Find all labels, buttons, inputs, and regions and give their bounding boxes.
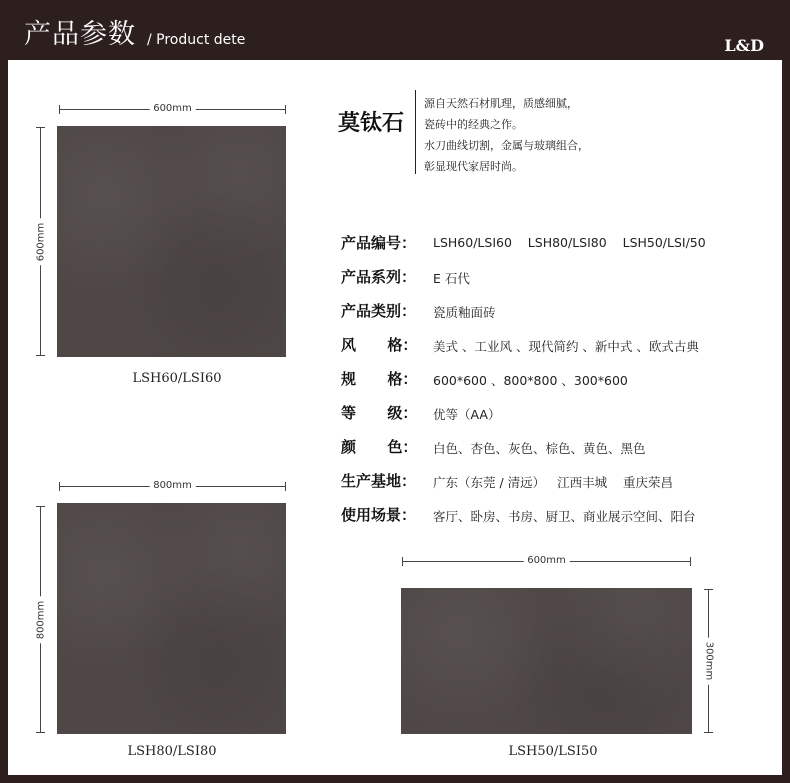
description-line: 水刀曲线切割，金属与玻璃组合， — [424, 139, 589, 152]
description-line: 彰显现代家居时尚。 — [424, 160, 523, 173]
spec-key: 生产基地： — [341, 472, 417, 490]
spec-row-grade — [341, 402, 761, 436]
tile-swatch-300x600 — [401, 588, 692, 734]
tile2-caption: LSH80/LSI80 — [127, 744, 217, 759]
spec-row-style — [341, 334, 761, 368]
tile-swatch-600x600 — [57, 126, 286, 357]
spec-row-code — [341, 232, 761, 266]
tile3-width-dimension — [402, 557, 691, 567]
spec-key: 产品编号： — [341, 234, 417, 252]
tile-swatch-800x800 — [57, 503, 286, 734]
spec-value: 瓷质釉面砖 — [433, 305, 496, 320]
description-divider — [415, 90, 416, 174]
tile2-height-dimension — [36, 506, 46, 733]
page-subtitle: / Product dete — [147, 32, 246, 48]
spec-key: 风 格： — [341, 336, 418, 354]
spec-value: 600*600 、800*800 、300*600 — [433, 373, 628, 388]
tile2-width-label: 800mm — [149, 480, 196, 491]
spec-value: 客厅、卧房、书房、厨卫、商业展示空间、阳台 — [433, 509, 696, 524]
tile2-height-label: 800mm — [36, 596, 47, 643]
spec-key: 等 级： — [341, 404, 418, 422]
spec-row-production-base — [341, 470, 761, 504]
spec-row-size — [341, 368, 761, 402]
spec-value: 广东（东莞 / 清远） 江西丰城 重庆荣昌 — [433, 475, 673, 490]
spec-value: 白色、杏色、灰色、棕色、黄色、黑色 — [433, 441, 646, 456]
tile3-height-dimension — [704, 589, 714, 733]
product-name: 莫钛石 — [338, 111, 405, 136]
brand-logo: L&D — [724, 36, 764, 55]
spec-row-category — [341, 300, 761, 334]
tile1-width-dimension — [59, 105, 286, 115]
header-bar — [0, 0, 790, 60]
spec-key: 规 格： — [341, 370, 418, 388]
tile1-caption: LSH60/LSI60 — [132, 371, 222, 386]
tile1-height-label: 600mm — [36, 218, 47, 265]
spec-key: 颜 色： — [341, 438, 418, 456]
tile2-width-dimension — [59, 482, 286, 492]
spec-value: 美式 、工业风 、现代简约 、新中式 、欧式古典 — [433, 339, 699, 354]
tile3-width-label: 600mm — [523, 555, 570, 566]
product-description — [424, 93, 589, 177]
spec-key: 产品类别： — [341, 302, 417, 320]
spec-value: LSH60/LSI60 LSH80/LSI80 LSH50/LSI/50 — [433, 235, 706, 250]
tile1-width-label: 600mm — [149, 103, 196, 114]
spec-value: 优等（AA） — [433, 407, 501, 422]
page-title: 产品参数 — [24, 19, 136, 50]
description-line: 瓷砖中的经典之作。 — [424, 118, 523, 131]
spec-key: 使用场景： — [341, 506, 417, 524]
tile1-height-dimension — [36, 127, 46, 356]
description-line: 源自天然石材肌理，质感细腻， — [424, 97, 578, 110]
tile3-height-label: 300mm — [704, 638, 715, 685]
spec-row-series — [341, 266, 761, 300]
spec-value: E 石代 — [433, 271, 470, 286]
spec-row-color — [341, 436, 761, 470]
spec-row-usage — [341, 504, 761, 538]
spec-key: 产品系列： — [341, 268, 417, 286]
spec-list — [341, 232, 761, 538]
tile3-caption: LSH50/LSI50 — [508, 744, 598, 759]
